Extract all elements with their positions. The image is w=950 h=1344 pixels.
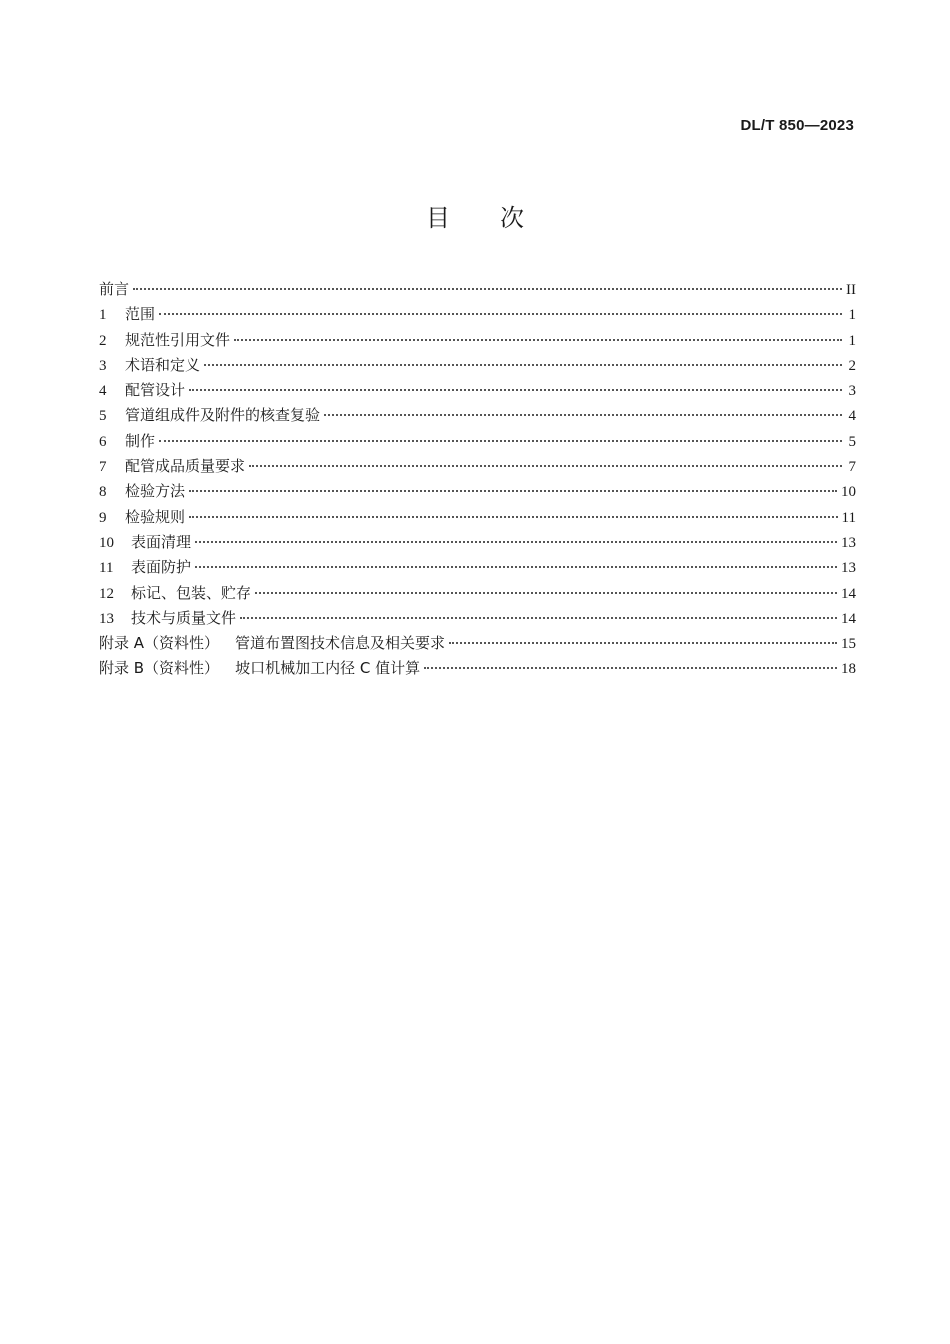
toc-entry-foreword[interactable]	[99, 278, 856, 303]
page-title	[0, 198, 950, 233]
toc-page-number: 18	[841, 661, 856, 678]
title-char-2: 次	[500, 204, 524, 232]
toc-appendix-prefix: 附录 A（资料性）	[99, 634, 220, 653]
toc-entry-2[interactable]	[99, 329, 856, 354]
toc-leader-dots	[189, 516, 838, 518]
toc-leader-dots	[204, 364, 842, 366]
toc-page-number: 10	[841, 484, 856, 501]
toc-entry-11[interactable]	[99, 556, 856, 581]
toc-page-number: 1	[848, 332, 856, 349]
toc-entry-9[interactable]	[99, 506, 856, 531]
toc-label: 配管成品质量要求	[125, 457, 246, 476]
toc-label: 检验规则	[125, 507, 186, 526]
toc-number: 4	[99, 383, 107, 400]
toc-page-number: 11	[841, 509, 856, 526]
toc-number: 10	[99, 534, 114, 551]
toc-label: 制作	[125, 431, 156, 450]
toc-entry-13[interactable]	[99, 607, 856, 632]
toc-leader-dots	[240, 617, 837, 619]
toc-entry-10[interactable]	[99, 531, 856, 556]
toc-leader-dots	[133, 288, 842, 290]
toc-page-number: 15	[841, 636, 856, 653]
toc-number: 9	[99, 509, 107, 526]
toc-number: 12	[99, 585, 114, 602]
toc-number: 2	[99, 332, 107, 349]
toc-entry-appendix-a[interactable]	[99, 632, 856, 657]
toc-leader-dots	[159, 440, 842, 442]
toc-number: 3	[99, 357, 107, 374]
toc-label: 前言	[99, 280, 130, 298]
toc-label: 管道组成件及附件的核查复验	[125, 406, 321, 425]
toc-label: 范围	[125, 305, 156, 324]
toc-label: 配管设计	[125, 381, 186, 400]
toc-label: 坡口机械加工内径 C 值计算	[235, 659, 421, 678]
toc-label: 标记、包装、贮存	[131, 583, 252, 602]
toc-entry-6[interactable]	[99, 430, 856, 455]
toc-leader-dots	[449, 642, 837, 644]
toc-page-number: 7	[848, 459, 856, 476]
toc-label: 术语和定义	[125, 355, 201, 374]
toc-label: 管道布置图技术信息及相关要求	[235, 634, 446, 653]
toc-entry-4[interactable]	[99, 379, 856, 404]
toc-page-number: 14	[841, 610, 856, 627]
toc-leader-dots	[424, 667, 837, 669]
toc-number: 8	[99, 484, 107, 501]
toc-leader-dots	[234, 339, 842, 341]
toc-leader-dots	[195, 566, 837, 568]
toc-leader-dots	[249, 465, 842, 467]
title-char-1: 目	[426, 204, 450, 232]
toc-page-number: II	[846, 282, 856, 298]
toc-leader-dots	[324, 414, 842, 416]
toc-label: 表面清理	[131, 532, 192, 551]
toc-number: 11	[99, 560, 114, 577]
toc-page-number: 13	[841, 560, 856, 577]
toc-entry-3[interactable]	[99, 354, 856, 379]
toc-page-number: 14	[841, 585, 856, 602]
toc-number: 7	[99, 459, 107, 476]
toc-label: 检验方法	[125, 482, 186, 501]
table-of-contents	[99, 278, 856, 683]
document-code: DL/T 850—2023	[740, 117, 854, 134]
toc-entry-1[interactable]	[99, 303, 856, 328]
toc-entry-appendix-b[interactable]	[99, 657, 856, 682]
toc-leader-dots	[159, 313, 842, 315]
toc-label: 技术与质量文件	[131, 608, 237, 627]
toc-appendix-prefix: 附录 B（资料性）	[99, 659, 220, 678]
toc-label: 规范性引用文件	[125, 330, 231, 349]
toc-page-number: 5	[848, 433, 856, 450]
toc-page-number: 4	[848, 408, 856, 425]
toc-leader-dots	[195, 541, 837, 543]
toc-entry-8[interactable]	[99, 480, 856, 505]
toc-number: 13	[99, 610, 114, 627]
toc-number: 1	[99, 307, 107, 324]
toc-label: 表面防护	[131, 558, 192, 577]
toc-page-number: 2	[848, 357, 856, 374]
toc-number: 6	[99, 433, 107, 450]
toc-leader-dots	[255, 592, 837, 594]
toc-entry-5[interactable]	[99, 404, 856, 429]
toc-page-number: 13	[841, 534, 856, 551]
toc-leader-dots	[189, 389, 842, 391]
toc-entry-7[interactable]	[99, 455, 856, 480]
toc-number: 5	[99, 408, 107, 425]
toc-leader-dots	[189, 490, 837, 492]
toc-entry-12[interactable]	[99, 582, 856, 607]
toc-page-number: 1	[848, 307, 856, 324]
toc-page-number: 3	[848, 383, 856, 400]
